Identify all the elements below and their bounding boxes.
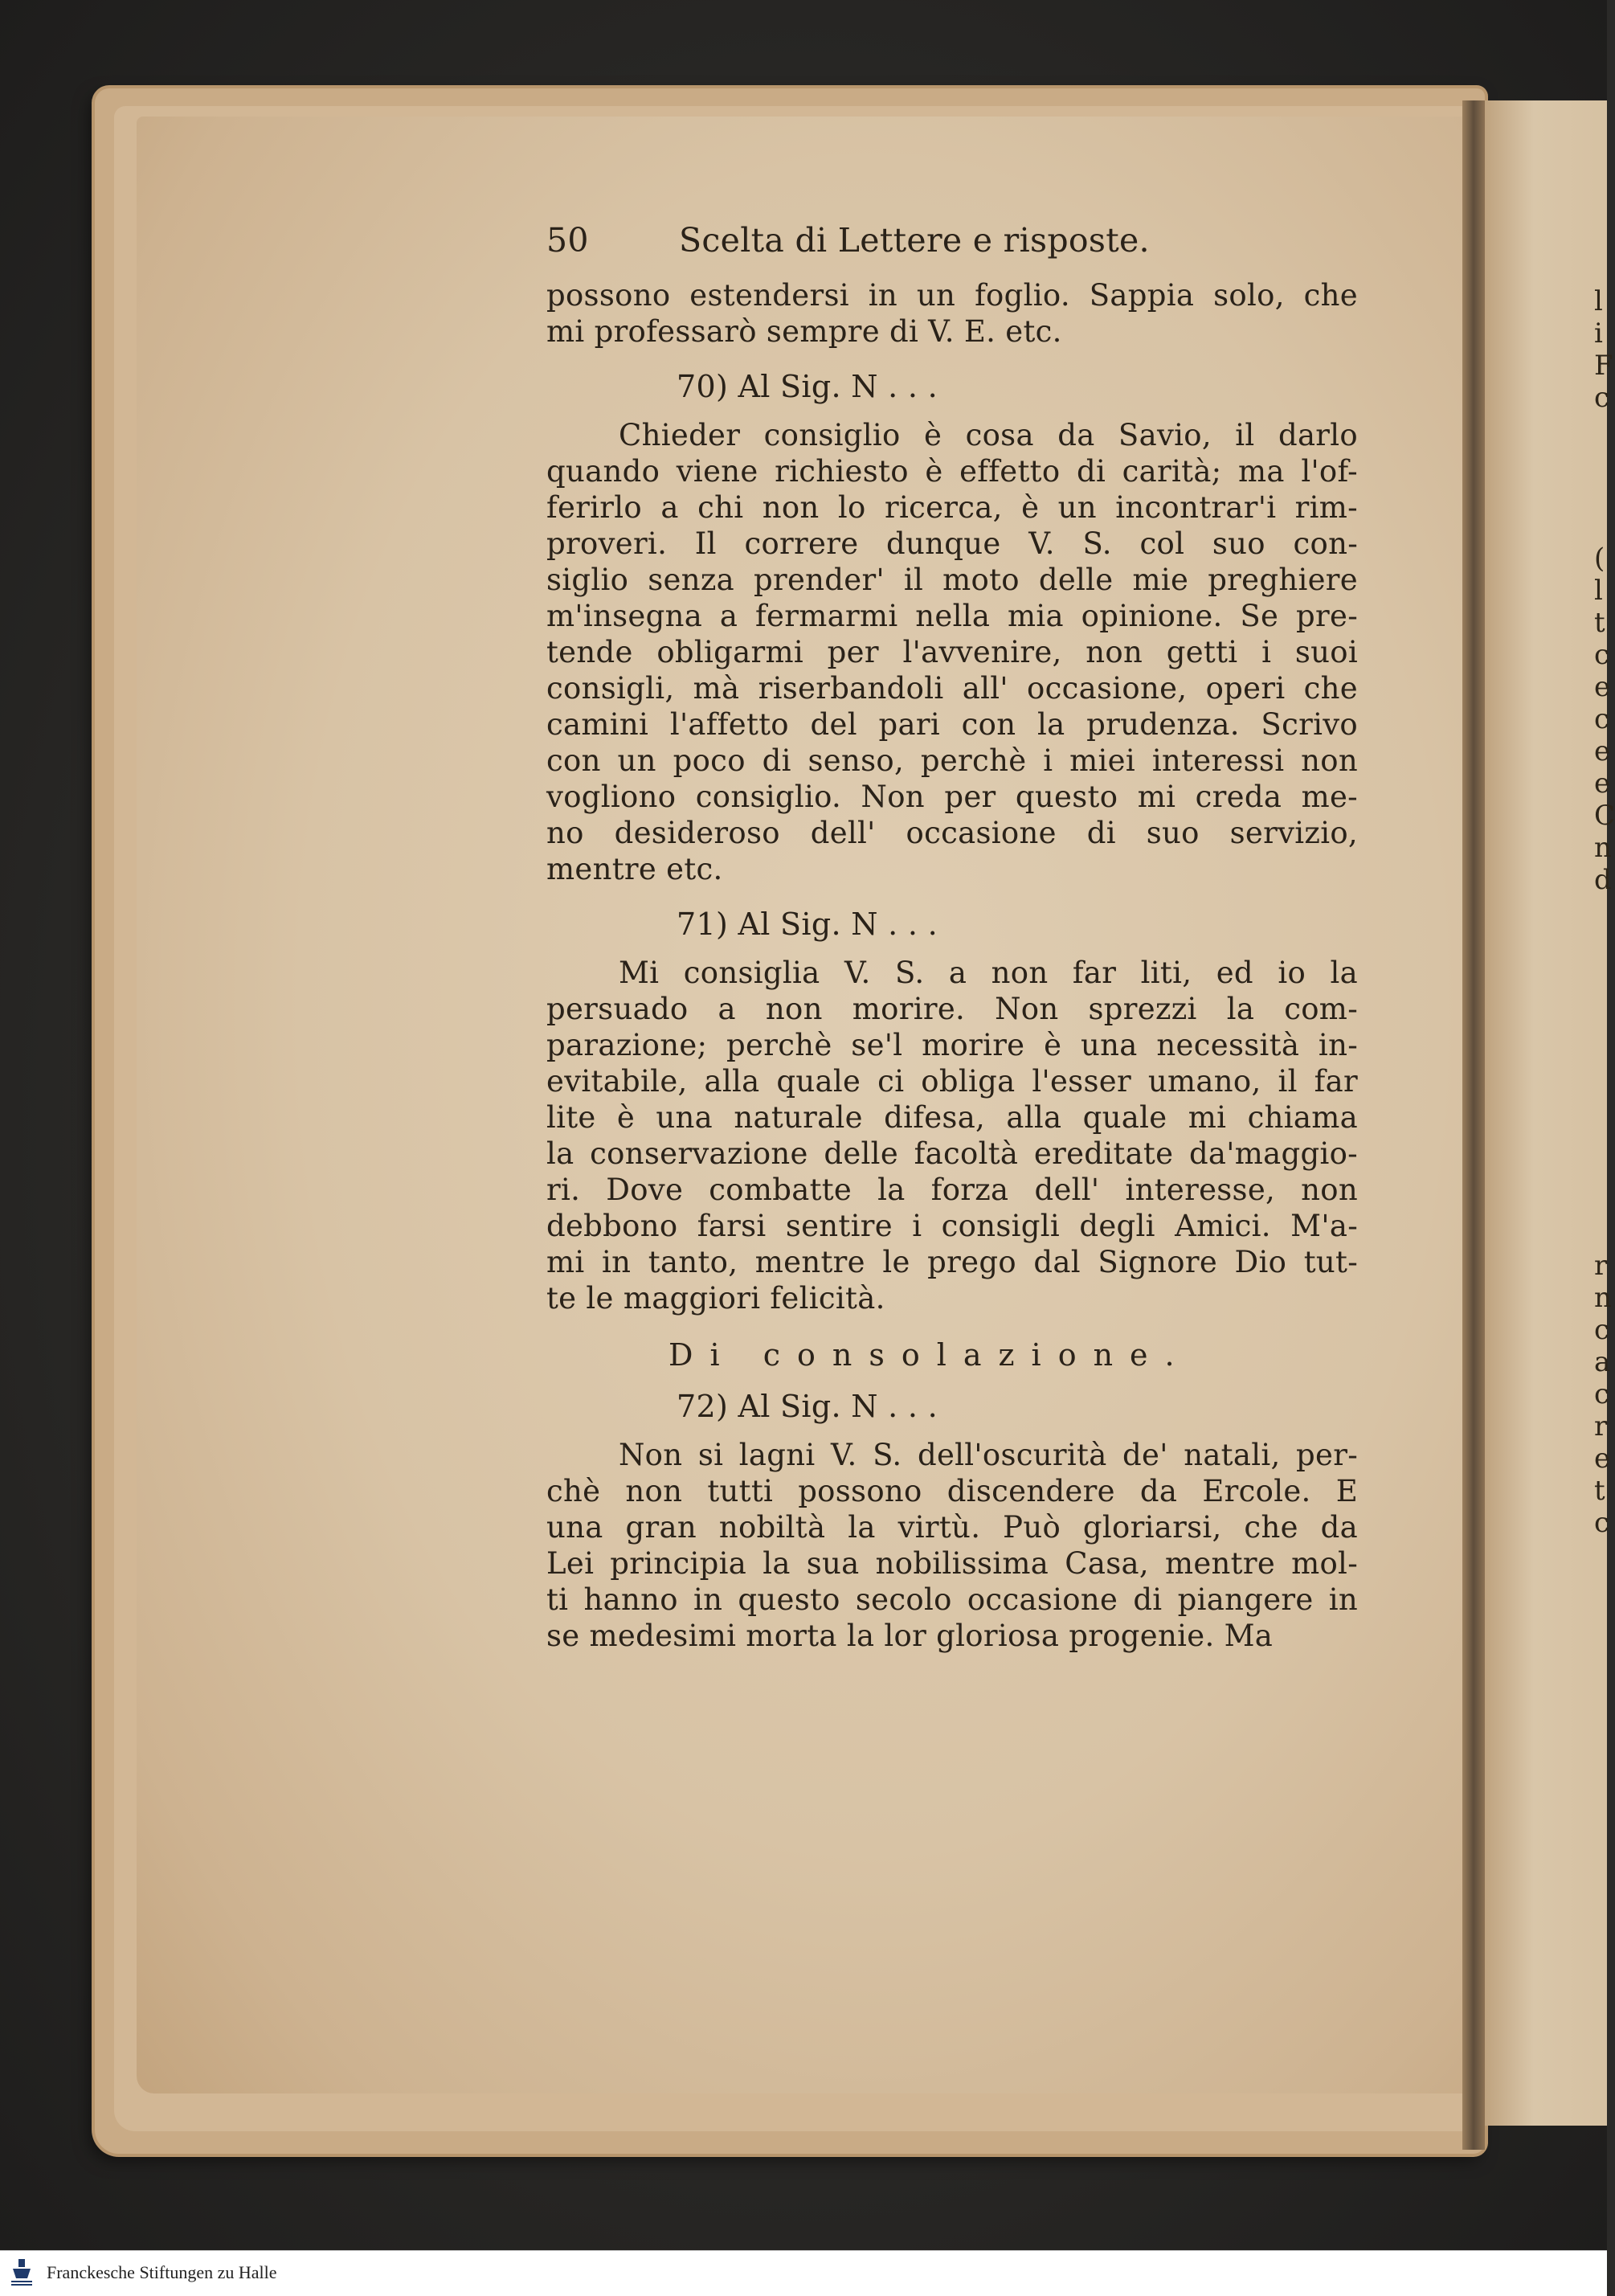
- book-gutter: [1462, 100, 1485, 2150]
- text-line: mi professarò sempre di V. E. etc.: [546, 314, 1062, 349]
- text-line: se medesimi morta la lor gloriosa progenie. Ma: [546, 1619, 1274, 1653]
- facing-page-fragment: n: [1594, 1282, 1612, 1314]
- text-line: con un poco di senso, perchè i miei interessi non: [546, 743, 1358, 778]
- facing-page-fragment: [1594, 960, 1607, 992]
- facing-page-fragment: l: [1594, 575, 1603, 607]
- facing-page-fragment: [1594, 1218, 1607, 1250]
- facing-page-fragment: c: [1594, 639, 1610, 671]
- facing-page-fragment: [1594, 928, 1607, 960]
- facing-page-fragment: i: [1594, 317, 1603, 350]
- letter-heading-70: 70) Al Sig. N . . .: [677, 369, 938, 404]
- facing-page-fragment: c: [1594, 1378, 1610, 1410]
- text-line: una gran nobiltà la virtù. Può gloriarsi, che da: [546, 1510, 1358, 1545]
- facing-page-fragment: e: [1594, 735, 1611, 767]
- letter-70-body: [546, 417, 1358, 887]
- text-line: siglio senza prender' il moto delle mie preghiere: [546, 563, 1358, 597]
- facing-page-fragment: [1594, 446, 1607, 478]
- facing-page-fragment: c: [1594, 1507, 1610, 1539]
- letter-heading-72: 72) Al Sig. N . . .: [677, 1389, 938, 1424]
- letter-71-body: [546, 955, 1358, 1316]
- facing-page: [1485, 100, 1615, 2126]
- facing-page-text: [1594, 285, 1615, 1539]
- text-line: Chieder consiglio è cosa da Savio, il darlo: [619, 418, 1358, 452]
- facing-page-fragment: [1594, 478, 1607, 510]
- facing-page-fragment: l: [1594, 285, 1603, 317]
- text-line: tende obligarmi per l'avvenire, non getti i suoi: [546, 635, 1358, 669]
- text-line: chè non tutti possono discendere da Ercole. E: [546, 1474, 1358, 1508]
- facing-page-fragment: e: [1594, 767, 1611, 800]
- letter-heading-71: 71) Al Sig. N . . .: [677, 907, 938, 942]
- facing-page-fragment: [1594, 1089, 1607, 1121]
- facing-page-fragment: C: [1594, 800, 1615, 832]
- text-line: te le maggiori felicità.: [546, 1281, 885, 1316]
- page-number: 50: [546, 221, 589, 260]
- page-text-block: [546, 221, 1358, 1672]
- facing-page-fragment: r: [1594, 1250, 1608, 1282]
- running-title: Scelta di Lettere e risposte.: [679, 221, 1150, 260]
- text-line: consigli, mà riserbandoli all' occasione, operi che: [546, 671, 1358, 706]
- facing-page-fragment: d: [1594, 864, 1612, 896]
- opening-paragraph: [546, 277, 1358, 350]
- text-line: lite è una naturale difesa, alla quale mi chiama: [546, 1100, 1358, 1135]
- text-line: parazione; perchè se'l morire è una necessità in-: [546, 1028, 1358, 1062]
- text-line: evitabile, alla quale ci obliga l'esser umano, il far: [546, 1064, 1358, 1099]
- facing-page-fragment: [1594, 1185, 1607, 1218]
- facing-page-fragment: t: [1594, 1475, 1605, 1507]
- letter-72-body: [546, 1437, 1358, 1654]
- facing-page-fragment: [1594, 1025, 1607, 1057]
- section-title: Di consolazione.: [668, 1337, 1192, 1373]
- text-line: camini l'affetto del pari con la prudenza. Scrivo: [546, 707, 1358, 742]
- text-line: Mi consiglia V. S. a non far liti, ed io la: [619, 956, 1358, 990]
- text-line: mi in tanto, mentre le prego dal Signore Dio tut-: [546, 1245, 1358, 1279]
- facing-page-fragment: [1594, 1057, 1607, 1089]
- text-line: quando viene richiesto è effetto di carità; ma l'of-: [546, 454, 1358, 489]
- institution-logo-icon: [6, 2256, 37, 2290]
- facing-page-fragment: [1594, 510, 1607, 542]
- facing-page-fragment: c: [1594, 703, 1610, 735]
- facing-page-fragment: c: [1594, 382, 1610, 414]
- facing-page-fragment: t: [1594, 607, 1605, 639]
- text-line: vogliono consiglio. Non per questo mi creda me-: [546, 780, 1358, 814]
- facing-page-fragment: F: [1594, 350, 1613, 382]
- page-header: [546, 221, 1358, 277]
- text-line: ti hanno in questo secolo occasione di piangere in: [546, 1582, 1358, 1617]
- text-line: mentre etc.: [546, 852, 723, 886]
- facing-page-fragment: e: [1594, 671, 1611, 703]
- text-line: proveri. Il correre dunque V. S. col suo con-: [546, 526, 1358, 561]
- facing-page-fragment: n: [1594, 832, 1612, 864]
- facing-page-fragment: e: [1594, 1443, 1611, 1475]
- text-line: no desideroso dell' occasione di suo servizio,: [546, 816, 1358, 850]
- text-line: Lei principia la sua nobilissima Casa, mentre mol-: [546, 1546, 1358, 1581]
- footer-institution: Franckesche Stiftungen zu Halle: [47, 2262, 277, 2282]
- facing-page-fragment: [1594, 414, 1607, 446]
- facing-page-fragment: [1594, 1121, 1607, 1153]
- facing-page-fragment: [1594, 896, 1607, 928]
- footer-bar: [0, 2250, 1607, 2296]
- text-line: Non si lagni V. S. dell'oscurità de' natali, per-: [619, 1438, 1358, 1472]
- text-line: ri. Dove combatte la forza dell' interesse, non: [546, 1173, 1358, 1207]
- facing-page-fragment: [1594, 992, 1607, 1025]
- text-line: ferirlo a chi non lo ricerca, è un incontrar'i rim-: [546, 490, 1358, 525]
- text-line: la conservazione delle facoltà ereditate da'maggio-: [546, 1136, 1358, 1171]
- text-line: possono estendersi in un foglio. Sappia solo, che: [546, 278, 1358, 313]
- text-line: persuado a non morire. Non sprezzi la com-: [546, 992, 1358, 1026]
- text-line: debbono farsi sentire i consigli degli Amici. M'a-: [546, 1209, 1358, 1243]
- facing-page-fragment: (: [1594, 542, 1605, 575]
- facing-page-fragment: [1594, 1153, 1607, 1185]
- facing-page-fragment: c: [1594, 1314, 1610, 1346]
- facing-page-fragment: a: [1594, 1346, 1611, 1378]
- facing-page-fragment: r: [1594, 1410, 1608, 1443]
- text-line: m'insegna a fermarmi nella mia opinione. Se pre-: [546, 599, 1358, 633]
